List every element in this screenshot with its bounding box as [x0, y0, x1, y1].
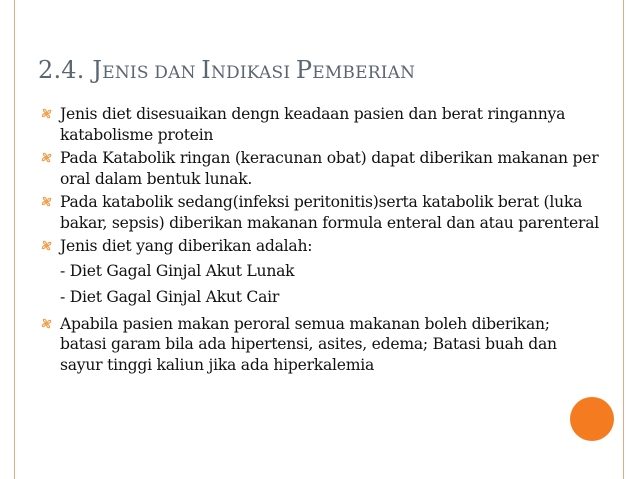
bullet-text: - Diet Gagal Ginjal Akut Cair	[60, 288, 280, 306]
bullet-text: Jenis diet disesuaikan dengn keadaan pasien dan berat ringannya katabolisme protein	[60, 105, 566, 144]
bullet-text: Jenis diet yang diberikan adalah:	[60, 237, 313, 255]
bullet-item	[40, 104, 600, 145]
bullet-list	[40, 104, 600, 378]
title-part: P	[295, 56, 313, 84]
bullet-text: Pada katabolik sedang(infeksi peritonitis)serta katabolik berat (luka bakar, sepsis) diberikan makanan formula enteral dan atau parenteral	[60, 193, 599, 232]
title-part: EMBERIAN	[312, 63, 416, 83]
quad-petal-bullet-icon	[40, 107, 53, 120]
bullet-text: Apabila pasien makan peroral semua makanan boleh diberikan; batasi garam bila ada hipertensi, asites, edema; Batasi buah dan sayur tinggi kaliun jika ada hiperkalemia	[60, 314, 557, 374]
bullet-item	[40, 314, 600, 376]
title-part: 2.4. J	[38, 56, 103, 84]
decorative-orange-circle	[570, 397, 614, 441]
bullet-text: Pada Katabolik ringan (keracunan obat) dapat diberikan makanan per oral dalam bentuk lunak.	[60, 149, 599, 188]
bullet-text: - Diet Gagal Ginjal Akut Lunak	[60, 261, 295, 280]
quad-petal-bullet-icon	[40, 195, 53, 208]
quad-petal-bullet-icon	[40, 239, 53, 252]
title-part: ENIS DAN	[102, 63, 202, 83]
quad-petal-bullet-icon	[40, 151, 53, 164]
bullet-item	[40, 148, 600, 189]
bullet-item	[40, 192, 600, 233]
bullet-item	[40, 236, 600, 257]
sub-item	[40, 287, 600, 308]
title-part: NDIKASI	[210, 63, 296, 83]
slide-title	[38, 56, 415, 84]
quad-petal-bullet-icon	[40, 317, 53, 330]
title-part: I	[201, 56, 211, 84]
sub-item	[40, 261, 600, 282]
